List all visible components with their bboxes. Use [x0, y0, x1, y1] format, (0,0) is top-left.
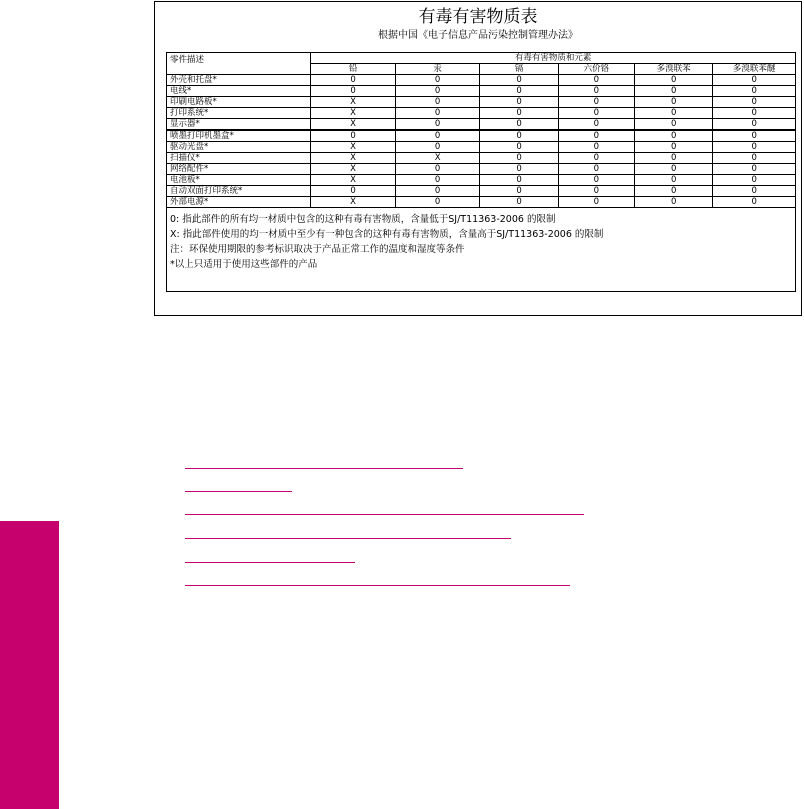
substance-value-cell: 0 — [395, 108, 480, 119]
substance-value-cell: X — [311, 97, 396, 108]
substance-value-cell: 0 — [713, 97, 796, 108]
substance-value-cell: 0 — [635, 164, 713, 175]
substance-value-cell: 0 — [713, 75, 796, 86]
substance-value-cell: 0 — [635, 75, 713, 86]
table-row — [167, 175, 796, 186]
link-item[interactable] — [185, 502, 584, 515]
substance-value-cell: 0 — [635, 197, 713, 208]
substance-value-cell: 0 — [558, 97, 634, 108]
substance-value-cell: 0 — [713, 186, 796, 197]
substance-group-header: 有毒有害物质和元素 — [311, 53, 796, 64]
table-row — [167, 197, 796, 208]
table-row — [167, 108, 796, 119]
substance-value-cell: 0 — [480, 97, 558, 108]
substance-header: 多溴联苯醚 — [713, 64, 796, 75]
note-line: 0: 指此部件的所有均一材质中包含的这种有毒有害物质，含量低于SJ/T11363-2006 的限制 — [170, 214, 556, 225]
substance-value-cell: 0 — [635, 119, 713, 131]
link-item[interactable] — [185, 573, 570, 586]
substance-value-cell: 0 — [480, 108, 558, 119]
link-item[interactable] — [185, 479, 292, 492]
table-row — [167, 164, 796, 175]
link-item[interactable] — [185, 456, 463, 469]
substance-value-cell: 0 — [558, 197, 634, 208]
part-name-cell: 网络配件* — [167, 164, 311, 175]
part-name-cell: 自动双面打印系统* — [167, 186, 311, 197]
part-name-cell: 驱动光盘* — [167, 142, 311, 153]
part-name-cell: 打印系统* — [167, 108, 311, 119]
substance-value-cell: 0 — [558, 153, 634, 164]
part-name-cell: 电池板* — [167, 175, 311, 186]
substance-value-cell: 0 — [480, 153, 558, 164]
substance-value-cell: 0 — [635, 142, 713, 153]
substance-value-cell: 0 — [635, 97, 713, 108]
substance-value-cell: 0 — [713, 153, 796, 164]
substance-value-cell: 0 — [480, 75, 558, 86]
table-subtitle: 根据中国《电子信息产品污染控制管理办法》 — [378, 30, 578, 41]
part-name-cell: 电线* — [167, 86, 311, 97]
substance-value-cell: 0 — [558, 164, 634, 175]
substance-value-cell: 0 — [635, 108, 713, 119]
substance-value-cell: 0 — [395, 130, 480, 142]
substance-value-cell: 0 — [558, 119, 634, 131]
notes-cell — [167, 208, 796, 292]
substance-value-cell: 0 — [713, 119, 796, 131]
substance-header: 多溴联苯 — [635, 64, 713, 75]
substance-value-cell: 0 — [395, 75, 480, 86]
substance-value-cell: 0 — [480, 130, 558, 142]
substance-header: 六价铬 — [558, 64, 634, 75]
substance-value-cell: X — [311, 119, 396, 131]
substance-value-cell: X — [311, 108, 396, 119]
part-name-cell: 印刷电路板* — [167, 97, 311, 108]
substance-header: 镉 — [480, 64, 558, 75]
section-side-tab[interactable] — [0, 521, 59, 809]
substance-value-cell: X — [311, 197, 396, 208]
substance-value-cell: 0 — [635, 130, 713, 142]
table-row — [167, 130, 796, 142]
substance-value-cell: X — [311, 153, 396, 164]
substance-value-cell: 0 — [395, 164, 480, 175]
table-row — [167, 142, 796, 153]
substance-value-cell: 0 — [395, 186, 480, 197]
substance-value-cell: 0 — [713, 108, 796, 119]
part-name-cell: 扫描仪* — [167, 153, 311, 164]
substance-value-cell: X — [395, 153, 480, 164]
note-line: *以上只适用于使用这些部件的产品 — [170, 259, 318, 270]
part-description-header: 零件描述 — [167, 53, 311, 75]
substance-value-cell: 0 — [395, 142, 480, 153]
substance-value-cell: 0 — [480, 119, 558, 131]
link-item[interactable] — [185, 550, 355, 563]
substance-value-cell: 0 — [480, 164, 558, 175]
substance-value-cell: 0 — [395, 119, 480, 131]
substance-value-cell: 0 — [395, 197, 480, 208]
note-line: X: 指此部件使用的均一材质中至少有一种包含的这种有毒有害物质，含量高于SJ/T11363-2006 的限制 — [170, 229, 604, 240]
substance-value-cell: 0 — [558, 75, 634, 86]
table-row — [167, 153, 796, 164]
substance-value-cell: 0 — [558, 142, 634, 153]
substance-value-cell: 0 — [395, 86, 480, 97]
substance-value-cell: 0 — [395, 175, 480, 186]
substance-value-cell: 0 — [311, 86, 396, 97]
substance-value-cell: 0 — [635, 186, 713, 197]
substance-value-cell: 0 — [635, 86, 713, 97]
substance-value-cell: 0 — [395, 97, 480, 108]
part-name-cell: 外壳和托盘* — [167, 75, 311, 86]
substance-value-cell: 0 — [713, 197, 796, 208]
link-item[interactable] — [185, 526, 511, 539]
substance-value-cell: 0 — [311, 186, 396, 197]
substance-value-cell: 0 — [480, 186, 558, 197]
table-title: 有毒有害物质表 — [418, 7, 538, 27]
hazardous-substance-table-frame — [154, 1, 802, 316]
substance-value-cell: X — [311, 175, 396, 186]
substance-value-cell: 0 — [480, 86, 558, 97]
part-name-cell: 显示器* — [167, 119, 311, 131]
substance-value-cell: 0 — [480, 197, 558, 208]
note-line: 注：环保使用期限的参考标识取决于产品正常工作的温度和湿度等条件 — [170, 244, 465, 255]
table-row — [167, 86, 796, 97]
substance-value-cell: 0 — [480, 142, 558, 153]
substance-value-cell: 0 — [713, 164, 796, 175]
substance-value-cell: 0 — [480, 175, 558, 186]
substance-value-cell: 0 — [558, 108, 634, 119]
substance-value-cell: 0 — [713, 142, 796, 153]
table-row — [167, 186, 796, 197]
table-row — [167, 97, 796, 108]
substance-value-cell: X — [311, 164, 396, 175]
substance-value-cell: 0 — [713, 130, 796, 142]
substance-value-cell: 0 — [558, 175, 634, 186]
substance-value-cell: 0 — [558, 86, 634, 97]
substance-value-cell: 0 — [713, 175, 796, 186]
substance-header: 汞 — [395, 64, 480, 75]
substance-value-cell: 0 — [558, 130, 634, 142]
notes-row — [167, 208, 796, 292]
substance-table — [166, 52, 796, 292]
substance-value-cell: 0 — [558, 186, 634, 197]
substance-value-cell: 0 — [635, 175, 713, 186]
substance-value-cell: X — [311, 142, 396, 153]
substance-header: 铅 — [311, 64, 396, 75]
table-row — [167, 75, 796, 86]
substance-value-cell: 0 — [635, 153, 713, 164]
part-name-cell: 喷墨打印机墨盒* — [167, 130, 311, 142]
substance-value-cell: 0 — [311, 130, 396, 142]
table-row — [167, 119, 796, 131]
substance-value-cell: 0 — [311, 75, 396, 86]
part-name-cell: 外部电源* — [167, 197, 311, 208]
substance-value-cell: 0 — [713, 86, 796, 97]
